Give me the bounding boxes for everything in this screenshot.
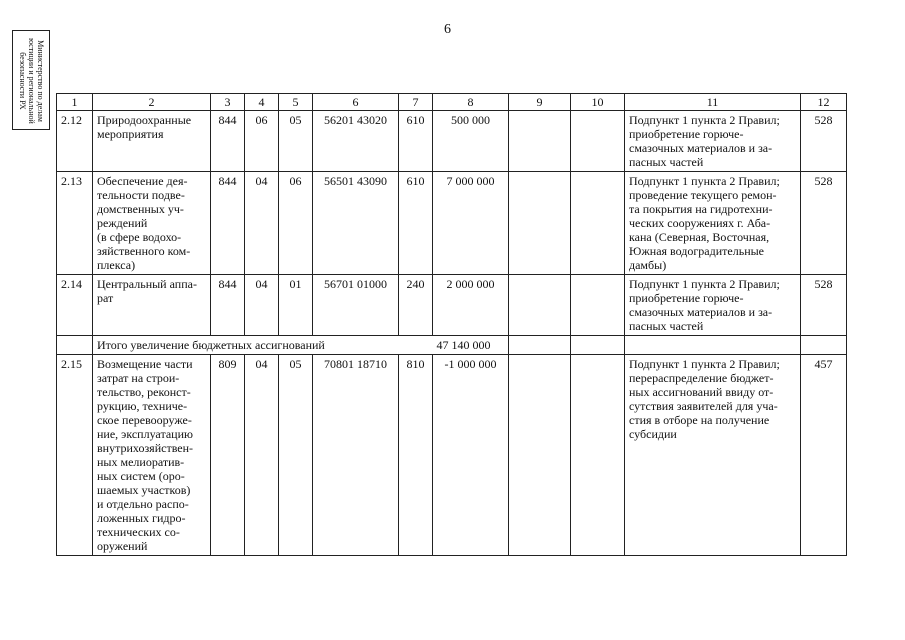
stamp-line: безопасности РХ — [18, 52, 28, 110]
stamp-line: юстиции и региональной — [27, 38, 37, 124]
registration-stamp — [12, 30, 50, 130]
table-row — [57, 111, 847, 172]
amount: 7 000 000 — [433, 172, 509, 275]
code-ministry: 809 — [211, 355, 245, 556]
table-row — [57, 172, 847, 275]
code-section: 04 — [245, 355, 279, 556]
row-number: 2.13 — [57, 172, 93, 275]
code-ministry: 844 — [211, 275, 245, 336]
code-col12: 528 — [801, 172, 847, 275]
code-expense-type: 240 — [399, 275, 433, 336]
row-name: Возмещение части затрат на строи- тельство, реконст- рукцию, техниче- ское перевооруже- ние, эксплуатацию внутрихозяйствен- ных мелиоратив- ных систем (оро- шаемых участков) и отдельно распо- ложенных гидро- технических со- оружений — [93, 355, 211, 556]
code-expense-type: 610 — [399, 111, 433, 172]
row-number: 2.12 — [57, 111, 93, 172]
column-number-row — [57, 94, 847, 111]
column-number: 10 — [571, 94, 625, 111]
cell-col10 — [571, 111, 625, 172]
row-number: 2.15 — [57, 355, 93, 556]
total-row — [57, 336, 847, 355]
column-number: 5 — [279, 94, 313, 111]
cell-col9 — [509, 111, 571, 172]
cell-col10 — [571, 355, 625, 556]
basis-text: Подпункт 1 пункта 2 Правил; приобретение горюче- смазочных материалов и за- пасных частей — [625, 275, 801, 336]
column-number: 2 — [93, 94, 211, 111]
cell-col9 — [509, 275, 571, 336]
column-number: 3 — [211, 94, 245, 111]
basis-text: Подпункт 1 пункта 2 Правил; приобретение горюче- смазочных материалов и за- пасных частей — [625, 111, 801, 172]
basis-text — [625, 336, 801, 355]
code-target: 56501 43090 — [313, 172, 399, 275]
column-number: 1 — [57, 94, 93, 111]
code-section: 04 — [245, 172, 279, 275]
total-label: Итого увеличение бюджетных ассигнований — [93, 336, 433, 355]
code-col12: 528 — [801, 111, 847, 172]
row-name: Обеспечение дея- тельности подве- домственных уч- реждений (в сфере водохо- зяйственного ком- плекса) — [93, 172, 211, 275]
cell-col10 — [571, 336, 625, 355]
row-number: 2.14 — [57, 275, 93, 336]
table-row — [57, 355, 847, 556]
row-name: Природоохранные мероприятия — [93, 111, 211, 172]
amount: -1 000 000 — [433, 355, 509, 556]
basis-text: Подпункт 1 пункта 2 Правил; проведение текущего ремон- та покрытия на гидротехни- ческих сооружениях г. Аба- кана (Северная, Восточная, Южная водоградительные дамбы) — [625, 172, 801, 275]
code-col12: 457 — [801, 355, 847, 556]
cell-col10 — [571, 275, 625, 336]
stamp-text — [13, 31, 51, 131]
cell-col9 — [509, 355, 571, 556]
code-ministry: 844 — [211, 111, 245, 172]
code-section: 06 — [245, 111, 279, 172]
code-target: 70801 18710 — [313, 355, 399, 556]
code-subsection: 05 — [279, 355, 313, 556]
column-number: 11 — [625, 94, 801, 111]
cell-col9 — [509, 336, 571, 355]
total-value: 47 140 000 — [433, 336, 509, 355]
code-subsection: 05 — [279, 111, 313, 172]
code-target: 56201 43020 — [313, 111, 399, 172]
total-empty-cell — [57, 336, 93, 355]
page-number: 6 — [444, 22, 451, 37]
column-number: 9 — [509, 94, 571, 111]
amount: 2 000 000 — [433, 275, 509, 336]
code-expense-type: 810 — [399, 355, 433, 556]
stamp-line: Министерство по делам — [36, 40, 46, 122]
cell-col9 — [509, 172, 571, 275]
row-name: Центральный аппа- рат — [93, 275, 211, 336]
column-number: 6 — [313, 94, 399, 111]
code-section: 04 — [245, 275, 279, 336]
column-number: 7 — [399, 94, 433, 111]
amount: 500 000 — [433, 111, 509, 172]
code-subsection: 06 — [279, 172, 313, 275]
code-ministry: 844 — [211, 172, 245, 275]
column-number: 8 — [433, 94, 509, 111]
column-number: 4 — [245, 94, 279, 111]
code-target: 56701 01000 — [313, 275, 399, 336]
table-row — [57, 275, 847, 336]
code-col12: 528 — [801, 275, 847, 336]
code-col12 — [801, 336, 847, 355]
basis-text: Подпункт 1 пункта 2 Правил; перераспределение бюджет- ных ассигнований ввиду от- сутствия заявителей для уча- стия в отборе на получение субсидии — [625, 355, 801, 556]
code-expense-type: 610 — [399, 172, 433, 275]
code-subsection: 01 — [279, 275, 313, 336]
column-number: 12 — [801, 94, 847, 111]
cell-col10 — [571, 172, 625, 275]
budget-table — [56, 93, 847, 556]
